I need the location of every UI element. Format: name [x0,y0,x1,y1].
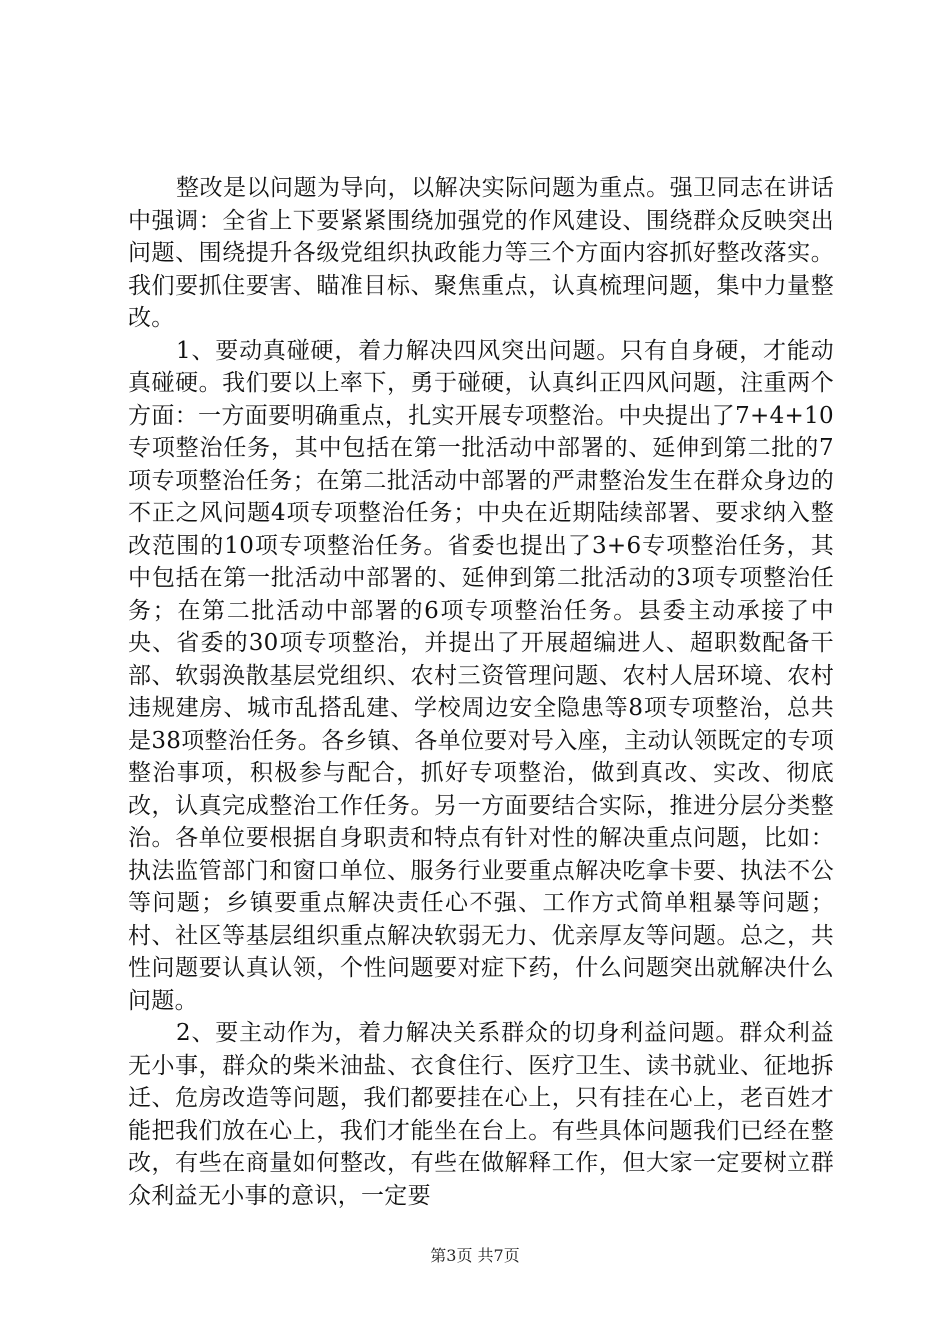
paragraph-item-2: 2、要主动作为，着力解决关系群众的切身利益问题。群众利益无小事，群众的柴米油盐、衣食住行、医疗卫生、读书就业、征地拆迁、危房改造等问题，我们都要挂在心上，只有挂在心上，老百姓才能把我们放在心上，我们才能坐在台上。有些具体问题我们已经在整改，有些在商量如何整改，有些在做解释工作，但大家一定要树立群众利益无小事的意识，一定要 [128,1020,834,1209]
paragraph-intro: 整改是以问题为导向，以解决实际问题为重点。强卫同志在讲话中强调：全省上下要紧紧围绕加强党的作风建设、围绕群众反映突出问题、围绕提升各级党组织执政能力等三个方面内容抓好整改落实。我们要抓住要害、瞄准目标、聚焦重点，认真梳理问题，集中力量整改。 [128,175,834,331]
document-body [128,172,834,1212]
page-number-footer: 第3页 共7页 [430,1246,520,1265]
paragraph-item-1: 1、要动真碰硬，着力解决四风突出问题。只有自身硬，才能动真碰硬。我们要以上率下，勇于碰硬，认真纠正四风问题，注重两个方面：一方面要明确重点，扎实开展专项整治。中央提出了7+4+10专项整治任务，其中包括在第一批活动中部署的、延伸到第二批的7项专项整治任务；在第二批活动中部署的严肃整治发生在群众身边的不正之风问题4项专项整治任务；中央在近期陆续部署、要求纳入整改范围的10项专项整治任务。省委也提出了3+6专项整治任务，其中包括在第一批活动中部署的、延伸到第二批活动的3项专项整治任务；在第二批活动中部署的6项专项整治任务。县委主动承接了中央、省委的30项专项整治，并提出了开展超编进人、超职数配备干部、软弱涣散基层党组织、农村三资管理问题、农村人居环境、农村违规建房、城市乱搭乱建、学校周边安全隐患等8项专项整治，总共是38项整治任务。各乡镇、各单位要对号入座，主动认领既定的专项整治事项，积极参与配合，抓好专项整治，做到真改、实改、彻底改，认真完成整治工作任务。另一方面要结合实际，推进分层分类整治。各单位要根据自身职责和特点有针对性的解决重点问题，比如：执法监管部门和窗口单位、服务行业要重点解决吃拿卡要、执法不公等问题；乡镇要重点解决责任心不强、工作方式简单粗暴等问题；村、社区等基层组织重点解决软弱无力、优亲厚友等问题。总之，共性问题要认真认领，个性问题要对症下药，什么问题突出就解决什么问题。 [128,337,834,1014]
